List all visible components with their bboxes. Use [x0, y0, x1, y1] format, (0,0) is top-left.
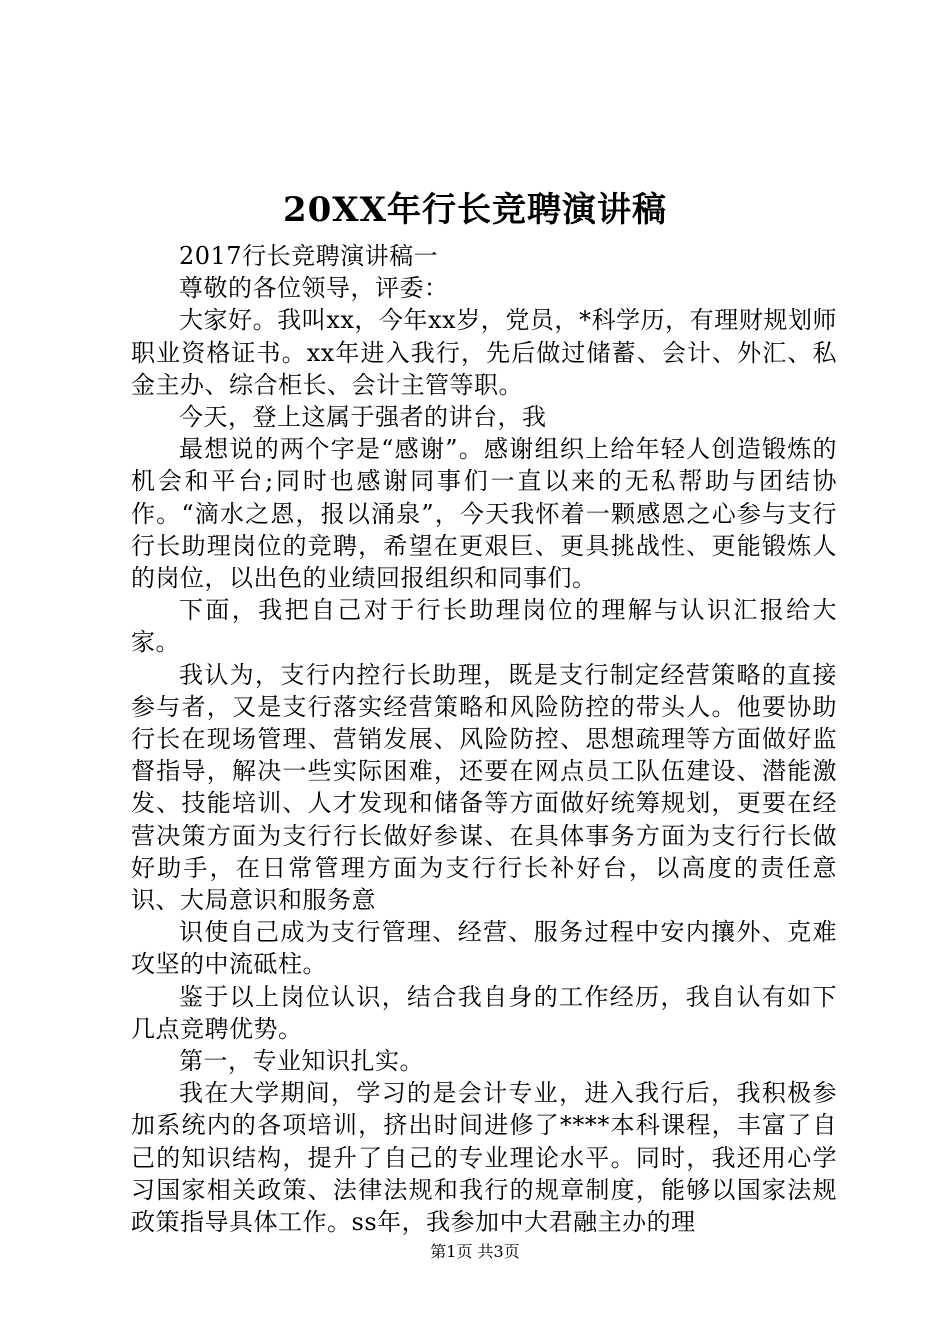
paragraph: 我在大学期间，学习的是会计专业，进入我行后，我积极参加系统内的各项培训，挤出时间进修了****本科课程，丰富了自己的知识结构，提升了自己的专业理论水平。同时，我还用心学习国家相关政策、法律法规和我行的规章制度，能够以国家法规政策指导具体工作。ss年，我参加中大君融主办的理	[131, 1079, 837, 1237]
document-title: 20XX年行长竞聘演讲稿	[282, 190, 668, 230]
paragraph: 大家好。我叫xx，今年xx岁，党员，*科学历，有理财规划师职业资格证书。xx年进入我行，先后做过储蓄、会计、外汇、私金主办、综合柜长、会计主管等职。	[131, 306, 837, 399]
paragraph: 2017行长竞聘演讲稿一	[179, 242, 439, 270]
paragraph: 第一，专业知识扎实。	[179, 1047, 424, 1076]
document-body	[131, 240, 837, 1238]
paragraph: 我认为，支行内控行长助理，既是支行制定经营策略的直接参与者，又是支行落实经营策略和风险防控的带头人。他要协助行长在现场管理、营销发展、风险防控、思想疏理等方面做好监督指导，解决一些实际困难，还要在网点员工队伍建设、潜能激发、技能培训、人才发现和储备等方面做好统筹规划，更要在经营决策方面为支行行长做好参谋、在具体事务方面为支行行长做好助手，在日常管理方面为支行行长补好台，以高度的责任意识、大局意识和服务意	[131, 660, 837, 915]
paragraph: 最想说的两个字是“感谢”。感谢组织上给年轻人创造锻炼的机会和平台;同时也感谢同事们一直以来的无私帮助与团结协作。“滴水之恩，报以涌泉”，今天我怀着一颗感恩之心参与支行行长助理岗位的竞聘，希望在更艰巨、更具挑战性、更能锻炼人的岗位，以出色的业绩回报组织和同事们。	[131, 435, 837, 593]
paragraph: 下面，我把自己对于行长助理岗位的理解与认识汇报给大家。	[131, 596, 837, 657]
page-footer: 第1页 共3页	[430, 1242, 520, 1261]
paragraph: 识使自己成为支行管理、经营、服务过程中安内攘外、克难攻坚的中流砥柱。	[131, 918, 837, 979]
paragraph: 鉴于以上岗位认识，结合我自身的工作经历，我自认有如下几点竞聘优势。	[131, 982, 837, 1043]
paragraph: 今天，登上这属于强者的讲台，我	[179, 403, 547, 432]
paragraph: 尊敬的各位领导，评委：	[179, 274, 449, 303]
